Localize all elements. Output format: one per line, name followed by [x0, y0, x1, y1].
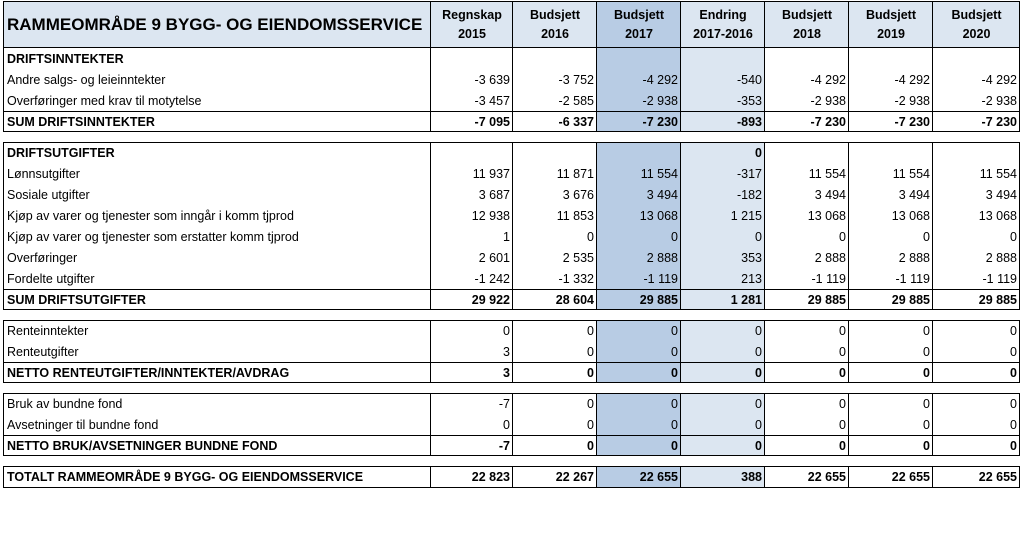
- column-header: [513, 2, 597, 47]
- value-cell: 22 655: [765, 467, 849, 487]
- value-cell: 0: [597, 436, 681, 455]
- value-cell: 0: [681, 363, 765, 382]
- value-cell: 0: [513, 363, 597, 382]
- value-cell: 29 922: [431, 290, 513, 309]
- value-cell: 0: [765, 414, 849, 435]
- value-cell: 11 554: [597, 163, 681, 184]
- value-cell: 22 823: [431, 467, 513, 487]
- value-cell: 0: [933, 226, 1020, 247]
- section-heading: [3, 142, 1020, 163]
- value-cell: 0: [597, 341, 681, 362]
- section-gap: [3, 132, 1020, 142]
- value-cell: 22 655: [597, 467, 681, 487]
- value-cell: 0: [597, 321, 681, 341]
- value-cell: -3 639: [431, 69, 513, 90]
- sum-row: [3, 111, 1020, 132]
- column-header: [849, 2, 933, 47]
- column-header-bottom: 2019: [877, 26, 905, 41]
- column-header-bottom: 2018: [793, 26, 821, 41]
- total-row: [3, 466, 1020, 488]
- value-cell: [933, 143, 1020, 163]
- value-cell: 0: [513, 321, 597, 341]
- value-cell: 0: [765, 321, 849, 341]
- value-cell: 13 068: [597, 205, 681, 226]
- table-row: [3, 268, 1020, 289]
- value-cell: 3 494: [849, 184, 933, 205]
- section-gap: [3, 310, 1020, 320]
- value-cell: -893: [681, 112, 765, 131]
- value-cell: 0: [681, 341, 765, 362]
- column-header-bottom: 2015: [458, 26, 486, 41]
- value-cell: 0: [933, 321, 1020, 341]
- value-cell: 2 888: [597, 247, 681, 268]
- column-header-top: Budsjett: [866, 7, 916, 22]
- value-cell: [765, 48, 849, 69]
- value-cell: 29 885: [765, 290, 849, 309]
- table-row: [3, 163, 1020, 184]
- row-label: SUM DRIFTSUTGIFTER: [3, 290, 431, 309]
- row-label: Kjøp av varer og tjenester som inngår i komm tjprod: [3, 205, 431, 226]
- value-cell: 11 554: [933, 163, 1020, 184]
- value-cell: -1 119: [849, 268, 933, 289]
- value-cell: -2 938: [597, 90, 681, 111]
- value-cell: 1 281: [681, 290, 765, 309]
- table-row: [3, 341, 1020, 362]
- value-cell: [513, 48, 597, 69]
- table-title: RAMMEOMRÅDE 9 BYGG- OG EIENDOMSSERVICE: [3, 2, 431, 47]
- column-header-top: Budsjett: [614, 7, 664, 22]
- row-label: NETTO BRUK/AVSETNINGER BUNDNE FOND: [3, 436, 431, 455]
- value-cell: [681, 48, 765, 69]
- value-cell: -1 242: [431, 268, 513, 289]
- value-cell: -353: [681, 90, 765, 111]
- value-cell: 0: [765, 394, 849, 414]
- value-cell: -2 585: [513, 90, 597, 111]
- column-header-bottom: 2017: [625, 26, 653, 41]
- value-cell: 3: [431, 363, 513, 382]
- value-cell: -1 119: [597, 268, 681, 289]
- value-cell: -4 292: [597, 69, 681, 90]
- section-heading: [3, 48, 1020, 69]
- value-cell: 0: [681, 436, 765, 455]
- value-cell: -4 292: [933, 69, 1020, 90]
- value-cell: 11 554: [765, 163, 849, 184]
- table-header: [3, 1, 1020, 48]
- value-cell: 0: [681, 143, 765, 163]
- value-cell: -2 938: [933, 90, 1020, 111]
- value-cell: -317: [681, 163, 765, 184]
- sum-row: [3, 362, 1020, 383]
- value-cell: [431, 48, 513, 69]
- row-label: Bruk av bundne fond: [3, 394, 431, 414]
- value-cell: 13 068: [765, 205, 849, 226]
- value-cell: 0: [933, 394, 1020, 414]
- value-cell: -4 292: [849, 69, 933, 90]
- value-cell: -7 230: [597, 112, 681, 131]
- value-cell: 2 888: [933, 247, 1020, 268]
- row-label: NETTO RENTEUTGIFTER/INNTEKTER/AVDRAG: [3, 363, 431, 382]
- value-cell: 11 937: [431, 163, 513, 184]
- column-header-top: Regnskap: [442, 7, 502, 22]
- value-cell: 22 655: [849, 467, 933, 487]
- value-cell: [597, 48, 681, 69]
- column-header-bottom: 2017-2016: [693, 26, 753, 41]
- value-cell: 22 267: [513, 467, 597, 487]
- value-cell: 22 655: [933, 467, 1020, 487]
- value-cell: 0: [849, 436, 933, 455]
- value-cell: 388: [681, 467, 765, 487]
- value-cell: [431, 143, 513, 163]
- row-label: Lønnsutgifter: [3, 163, 431, 184]
- row-label: DRIFTSUTGIFTER: [3, 143, 431, 163]
- value-cell: 213: [681, 268, 765, 289]
- value-cell: 2 601: [431, 247, 513, 268]
- row-label: Fordelte utgifter: [3, 268, 431, 289]
- value-cell: 1 215: [681, 205, 765, 226]
- value-cell: -7: [431, 436, 513, 455]
- value-cell: 0: [849, 363, 933, 382]
- value-cell: 2 888: [765, 247, 849, 268]
- value-cell: 0: [849, 321, 933, 341]
- table-row: [3, 320, 1020, 341]
- value-cell: 0: [513, 341, 597, 362]
- value-cell: 11 554: [849, 163, 933, 184]
- value-cell: 0: [681, 226, 765, 247]
- column-header: [431, 2, 513, 47]
- value-cell: 3 494: [597, 184, 681, 205]
- table-row: [3, 247, 1020, 268]
- table-row: [3, 69, 1020, 90]
- value-cell: 3 494: [765, 184, 849, 205]
- value-cell: -3 457: [431, 90, 513, 111]
- value-cell: -7 095: [431, 112, 513, 131]
- row-label: Overføringer med krav til motytelse: [3, 90, 431, 111]
- column-header-top: Budsjett: [951, 7, 1002, 22]
- value-cell: -540: [681, 69, 765, 90]
- table-row: [3, 393, 1020, 414]
- table-row: [3, 414, 1020, 435]
- value-cell: 0: [765, 436, 849, 455]
- value-cell: 0: [513, 394, 597, 414]
- value-cell: 0: [597, 226, 681, 247]
- value-cell: [597, 143, 681, 163]
- value-cell: 3: [431, 341, 513, 362]
- value-cell: 353: [681, 247, 765, 268]
- row-label: Sosiale utgifter: [3, 184, 431, 205]
- value-cell: [765, 143, 849, 163]
- value-cell: 0: [597, 414, 681, 435]
- row-label: Avsetninger til bundne fond: [3, 414, 431, 435]
- value-cell: -2 938: [849, 90, 933, 111]
- value-cell: 0: [513, 226, 597, 247]
- section-gap: [3, 456, 1020, 466]
- column-header-bottom: 2016: [541, 26, 569, 41]
- column-header: [765, 2, 849, 47]
- value-cell: 0: [513, 436, 597, 455]
- value-cell: 29 885: [597, 290, 681, 309]
- column-header-top: Budsjett: [782, 7, 832, 22]
- value-cell: 13 068: [933, 205, 1020, 226]
- value-cell: -6 337: [513, 112, 597, 131]
- value-cell: 0: [849, 341, 933, 362]
- value-cell: -1 119: [765, 268, 849, 289]
- value-cell: 28 604: [513, 290, 597, 309]
- value-cell: -7 230: [933, 112, 1020, 131]
- row-label: SUM DRIFTSINNTEKTER: [3, 112, 431, 131]
- row-label: Overføringer: [3, 247, 431, 268]
- value-cell: 3 676: [513, 184, 597, 205]
- value-cell: -4 292: [765, 69, 849, 90]
- value-cell: 2 535: [513, 247, 597, 268]
- sum-row: [3, 289, 1020, 310]
- value-cell: 0: [765, 226, 849, 247]
- value-cell: 0: [933, 436, 1020, 455]
- value-cell: 0: [431, 321, 513, 341]
- value-cell: -3 752: [513, 69, 597, 90]
- value-cell: -7 230: [849, 112, 933, 131]
- value-cell: -1 332: [513, 268, 597, 289]
- value-cell: 11 871: [513, 163, 597, 184]
- value-cell: 0: [933, 363, 1020, 382]
- value-cell: 0: [849, 414, 933, 435]
- value-cell: 0: [431, 414, 513, 435]
- sum-row: [3, 435, 1020, 456]
- value-cell: 0: [849, 226, 933, 247]
- value-cell: 3 687: [431, 184, 513, 205]
- column-header-top: Budsjett: [530, 7, 580, 22]
- row-label: DRIFTSINNTEKTER: [3, 48, 431, 69]
- value-cell: -182: [681, 184, 765, 205]
- row-label: Andre salgs- og leieinntekter: [3, 69, 431, 90]
- row-label: Kjøp av varer og tjenester som erstatter komm tjprod: [3, 226, 431, 247]
- table-row: [3, 184, 1020, 205]
- row-label: TOTALT RAMMEOMRÅDE 9 BYGG- OG EIENDOMSSERVICE: [3, 467, 431, 487]
- value-cell: 0: [597, 363, 681, 382]
- value-cell: 13 068: [849, 205, 933, 226]
- value-cell: [933, 48, 1020, 69]
- column-header: [597, 2, 681, 47]
- value-cell: 1: [431, 226, 513, 247]
- value-cell: [849, 143, 933, 163]
- column-header-bottom: 2020: [962, 26, 991, 41]
- row-label: Renteutgifter: [3, 341, 431, 362]
- column-header-top: Endring: [699, 7, 747, 22]
- value-cell: 0: [933, 414, 1020, 435]
- value-cell: 12 938: [431, 205, 513, 226]
- value-cell: 2 888: [849, 247, 933, 268]
- value-cell: 3 494: [933, 184, 1020, 205]
- column-header: [681, 2, 765, 47]
- column-header: [933, 2, 1020, 47]
- value-cell: 29 885: [933, 290, 1020, 309]
- value-cell: 0: [597, 394, 681, 414]
- value-cell: 0: [765, 363, 849, 382]
- table-row: [3, 226, 1020, 247]
- value-cell: 0: [513, 414, 597, 435]
- table-row: [3, 90, 1020, 111]
- value-cell: 0: [681, 394, 765, 414]
- table-row: [3, 205, 1020, 226]
- value-cell: -7 230: [765, 112, 849, 131]
- value-cell: [513, 143, 597, 163]
- value-cell: 0: [933, 341, 1020, 362]
- value-cell: 0: [681, 414, 765, 435]
- value-cell: -2 938: [765, 90, 849, 111]
- row-label: Renteinntekter: [3, 321, 431, 341]
- section-gap: [3, 383, 1020, 393]
- value-cell: 0: [765, 341, 849, 362]
- value-cell: 0: [849, 394, 933, 414]
- budget-table: [3, 1, 1020, 488]
- value-cell: [849, 48, 933, 69]
- value-cell: -7: [431, 394, 513, 414]
- value-cell: 11 853: [513, 205, 597, 226]
- value-cell: -1 119: [933, 268, 1020, 289]
- value-cell: 0: [681, 321, 765, 341]
- value-cell: 29 885: [849, 290, 933, 309]
